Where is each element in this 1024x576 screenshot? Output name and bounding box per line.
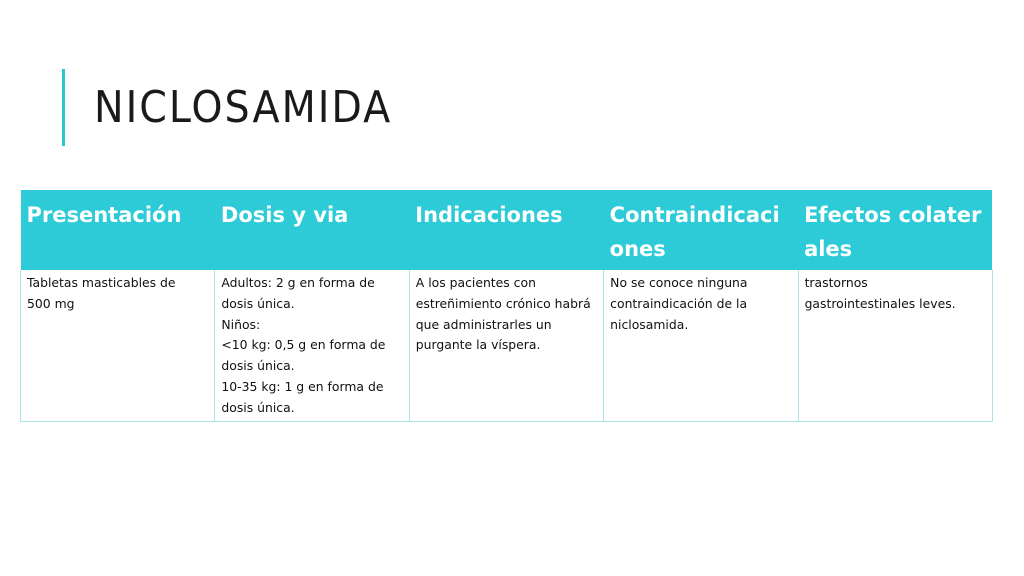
cell-line: A los pacientes con xyxy=(415,275,536,290)
cell-dosis-via xyxy=(215,270,409,421)
cell-line: dosis única. xyxy=(221,295,295,311)
cell-line: dosis única. xyxy=(221,399,295,415)
cell-line: gastrointestinales leves. xyxy=(804,295,956,311)
cell-contraindicaciones xyxy=(604,270,798,421)
cell-line: <10 kg: 0,5 g en forma de xyxy=(221,337,386,353)
cell-line: No se conoce ninguna xyxy=(610,275,748,290)
cell-line: niclosamida. xyxy=(610,316,689,332)
table-row xyxy=(21,270,993,421)
header-presentacion: Presentación xyxy=(21,190,215,270)
header-efectos-colaterales: Efectos colaterales xyxy=(798,190,992,270)
cell-line: 10-35 kg: 1 g en forma de xyxy=(221,378,384,394)
slide-title: NICLOSAMIDA xyxy=(94,82,393,133)
cell-line: purgante la víspera. xyxy=(415,337,541,353)
title-accent-bar xyxy=(62,69,65,146)
drug-info-table xyxy=(20,190,993,422)
table-header-row xyxy=(21,190,993,270)
header-indicaciones: Indicaciones xyxy=(409,190,603,270)
cell-line: 500 mg xyxy=(27,295,75,311)
cell-line: Tabletas masticables de xyxy=(27,275,176,290)
cell-line: trastornos xyxy=(804,275,868,290)
cell-line: Adultos: 2 g en forma de xyxy=(221,275,375,290)
cell-indicaciones xyxy=(409,270,603,421)
header-contraindicaciones: Contraindicaciones xyxy=(604,190,798,270)
cell-line: dosis única. xyxy=(221,358,295,374)
cell-presentacion xyxy=(21,270,215,421)
cell-line: estreñimiento crónico habrá xyxy=(415,295,591,311)
cell-line: contraindicación de la xyxy=(610,295,748,311)
header-dosis-via: Dosis y via xyxy=(215,190,409,270)
cell-line: Niños: xyxy=(221,316,261,332)
cell-efectos-colaterales xyxy=(798,270,992,421)
cell-line: que administrarles un xyxy=(415,316,552,332)
